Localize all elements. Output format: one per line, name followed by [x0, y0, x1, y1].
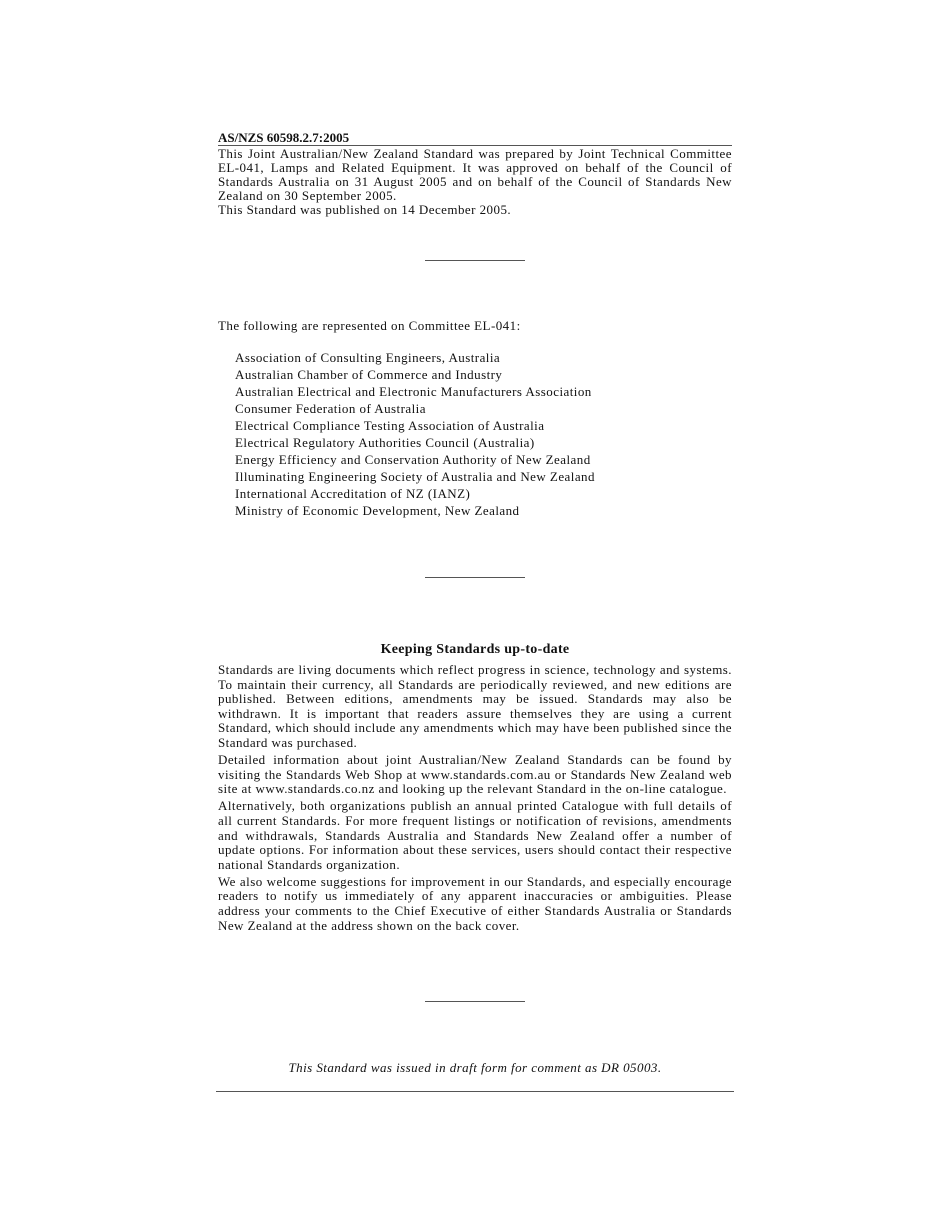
section-divider: [425, 260, 525, 261]
section-title: Keeping Standards up-to-date: [380, 642, 570, 657]
list-item: Australian Chamber of Commerce and Industry: [235, 367, 503, 382]
list-item: Electrical Compliance Testing Association of Australia: [235, 418, 545, 433]
list-item: Illuminating Engineering Society of Australia and New Zealand: [235, 469, 595, 484]
body-paragraph: We also welcome suggestions for improvement in our Standards, and especially encourage readers to notify us immediately of any apparent inaccuracies or ambiguities. Please address your comments to the Chief Executive of either Standards Australia or Standards New Zealand at the address shown on the back cover.: [218, 873, 732, 933]
section-divider: [425, 1001, 525, 1002]
body-paragraph: Standards are living documents which reflect progress in science, technology and systems. To maintain their currency, all Standards are periodically reviewed, and new editions are published. Between editions, amendments may be issued. Standards may also be withdrawn. It is important that readers assure themselves they are using a current Standard, which should include any amendments which may have been published since the Standard was purchased.: [218, 662, 732, 750]
publication-date-line: This Standard was published on 14 December 2005.: [218, 202, 512, 217]
list-item: Energy Efficiency and Conservation Authority of New Zealand: [235, 452, 591, 467]
body-paragraph: Alternatively, both organizations publish an annual printed Catalogue with full details of all current Standards. For more frequent listings or notification of revisions, amendments and withdrawals, Standards Australia and Standards New Zealand offer a number of update options. For information about these services, users should contact their respective national Standards organization.: [218, 798, 732, 872]
list-item: Association of Consulting Engineers, Australia: [235, 350, 501, 365]
list-item: International Accreditation of NZ (IANZ): [235, 486, 471, 501]
list-item: Ministry of Economic Development, New Zealand: [235, 503, 520, 518]
standard-number: AS/NZS 60598.2.7:2005: [218, 130, 732, 146]
section-divider: [425, 577, 525, 578]
list-item: Consumer Federation of Australia: [235, 401, 426, 416]
preparation-statement: [218, 147, 732, 217]
committee-member-list: [235, 349, 595, 519]
committee-intro: The following are represented on Committee EL-041:: [218, 318, 521, 333]
list-item: Australian Electrical and Electronic Manufacturers Association: [235, 384, 592, 399]
body-paragraph: Detailed information about joint Australian/New Zealand Standards can be found by visiting the Standards Web Shop at www.standards.com.au or Standards New Zealand web site at www.standards.co.nz and looking up the relevant Standard in the on-line catalogue.: [218, 752, 732, 797]
preparation-paragraph: This Joint Australian/New Zealand Standard was prepared by Joint Technical Committee EL-041, Lamps and Related Equipment. It was approved on behalf of the Council of Standards Australia on 31 August 2005 and on behalf of the Council of Standards New Zealand on 30 September 2005.: [218, 146, 732, 203]
footer-rule: [216, 1091, 734, 1092]
draft-note: This Standard was issued in draft form for comment as DR 05003.: [288, 1060, 662, 1075]
list-item: Electrical Regulatory Authorities Council (Australia): [235, 435, 535, 450]
keeping-standards-body: [218, 663, 732, 936]
